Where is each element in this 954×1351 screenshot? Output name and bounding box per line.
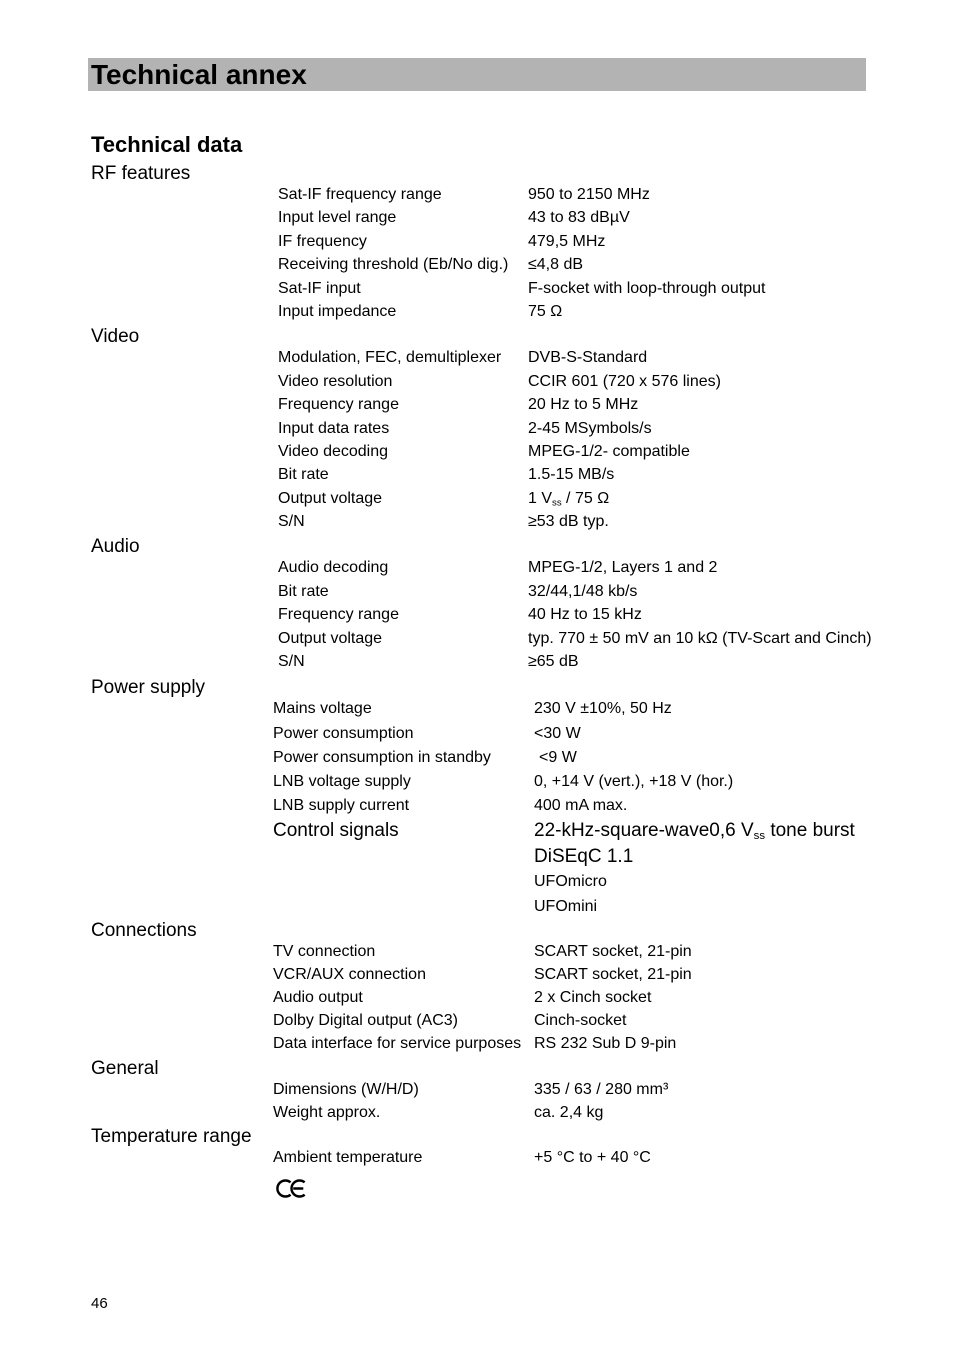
spec-row (0, 370, 954, 393)
page-number: 46 (91, 1295, 108, 1312)
spec-row (0, 1101, 954, 1124)
section-heading: Temperature range (91, 1126, 252, 1148)
spec-label: Audio output (273, 989, 363, 1007)
spec-value: 335 / 63 / 280 mm³ (534, 1080, 669, 1098)
spec-value: UFOmicro (534, 873, 607, 891)
spec-row (0, 440, 954, 463)
spec-label: Mains voltage (273, 700, 372, 718)
technical-data-heading: Technical data (91, 132, 243, 157)
spec-label: VCR/AUX connection (273, 965, 426, 983)
spec-row (0, 770, 954, 794)
title-bar (88, 58, 866, 91)
spec-value: 950 to 2150 MHz (528, 186, 650, 203)
value-text: / 75 Ω (561, 489, 610, 507)
value-text: 22-kHz-square-wave0,6 V (534, 820, 754, 842)
spec-row (0, 722, 954, 746)
ce-mark-c-stroke (277, 1181, 290, 1197)
unit-subscript: ss (753, 830, 766, 843)
spec-row (0, 627, 954, 650)
spec-label: Input data rates (278, 419, 390, 437)
spec-label: TV connection (273, 942, 376, 960)
spec-row (0, 183, 954, 206)
spec-value: typ. 770 ± 50 mV an 10 kΩ (TV-Scart and Cinch) (528, 629, 872, 647)
spec-row (0, 346, 954, 369)
spec-row (0, 794, 954, 818)
spec-value: 40 Hz to 15 kHz (528, 606, 642, 624)
spec-label: Input level range (278, 209, 397, 227)
spec-label: Video decoding (278, 442, 389, 460)
spec-section (0, 919, 954, 1056)
spec-value: SCART socket, 21-pin (534, 942, 692, 960)
spec-value: <9 W (539, 748, 577, 766)
spec-label: Power consumption in standby (273, 748, 491, 766)
unit-subscript: ss (552, 497, 562, 509)
spec-value: 75 Ω (528, 302, 563, 320)
spec-label: Audio decoding (278, 559, 389, 577)
spec-row (0, 463, 954, 486)
spec-row (0, 650, 954, 673)
spec-row (0, 1146, 954, 1169)
spec-value: ≥53 dB typ. (528, 513, 609, 531)
spec-value: ≤4,8 dB (528, 256, 584, 274)
spec-label: Output voltage (278, 629, 383, 647)
spec-value: RS 232 Sub D 9-pin (534, 1035, 677, 1053)
spec-value: MPEG-1/2, Layers 1 and 2 (528, 559, 718, 577)
page-title: Technical annex (91, 59, 307, 90)
spec-value: DiSEqC 1.1 (534, 846, 634, 868)
spec-value: 400 mA max. (534, 797, 628, 815)
spec-value: 2-45 MSymbols/s (528, 419, 652, 437)
spec-row (0, 1032, 954, 1055)
spec-row (0, 417, 954, 440)
spec-label: Data interface for service purposes (273, 1035, 522, 1053)
spec-row (0, 1078, 954, 1101)
spec-row (0, 253, 954, 276)
section-heading: RF features (91, 163, 191, 184)
spec-label: LNB voltage supply (273, 772, 411, 790)
spec-value: 0, +14 V (vert.), +18 V (hor.) (534, 772, 734, 790)
spec-row (0, 1009, 954, 1032)
spec-row (0, 277, 954, 300)
spec-row (0, 746, 954, 770)
spec-section (0, 328, 954, 533)
spec-section (0, 1128, 954, 1169)
spec-row (0, 963, 954, 986)
spec-label: IF frequency (278, 232, 367, 250)
spec-section (0, 538, 954, 673)
spec-label: Sat-IF frequency range (278, 186, 442, 203)
spec-label: Bit rate (278, 466, 329, 484)
spec-section (0, 679, 954, 918)
spec-value: 43 to 83 dBµV (528, 209, 630, 227)
spec-label: Input impedance (278, 302, 397, 320)
spec-value: DVB-S-Standard (528, 349, 648, 367)
spec-row (0, 230, 954, 253)
spec-value: SCART socket, 21-pin (534, 965, 692, 983)
spec-label: Dolby Digital output (AC3) (273, 1012, 458, 1030)
spec-value: 479,5 MHz (528, 232, 606, 250)
spec-value: 20 Hz to 5 MHz (528, 396, 639, 414)
spec-value (534, 818, 855, 843)
spec-value: Cinch-socket (534, 1012, 627, 1030)
value-text: tone burst (765, 820, 855, 842)
spec-label: Receiving threshold (Eb/No dig.) (278, 256, 509, 274)
section-heading: Video (91, 326, 140, 348)
ce-mark-e-stroke (292, 1181, 305, 1197)
spec-value: <30 W (534, 724, 581, 742)
spec-value: 1.5-15 MB/s (528, 466, 615, 484)
section-heading: Connections (91, 919, 197, 941)
spec-row (0, 818, 954, 843)
spec-value: ≥65 dB (528, 653, 579, 671)
spec-row (0, 697, 954, 721)
spec-row (0, 603, 954, 626)
spec-value (528, 487, 609, 510)
spec-section (0, 165, 954, 323)
spec-label: Weight approx. (273, 1103, 381, 1121)
spec-value: 2 x Cinch socket (534, 989, 652, 1007)
spec-label: Video resolution (278, 372, 393, 390)
section-heading: Audio (91, 536, 140, 558)
spec-row (0, 487, 954, 510)
spec-section (0, 1057, 954, 1124)
spec-label: Power consumption (273, 724, 414, 742)
spec-row (0, 843, 954, 870)
spec-label: S/N (278, 513, 305, 531)
spec-value: MPEG-1/2- compatible (528, 442, 690, 460)
spec-value: F-socket with loop-through output (528, 279, 766, 297)
spec-value: UFOmini (534, 897, 598, 915)
spec-label: LNB supply current (273, 797, 410, 815)
spec-label: Modulation, FEC, demultiplexer (278, 349, 502, 367)
spec-row (0, 580, 954, 603)
spec-row (0, 300, 954, 323)
spec-label: Sat-IF input (278, 279, 361, 297)
spec-value: +5 °C to + 40 °C (534, 1149, 651, 1167)
ce-mark-icon (276, 1177, 308, 1200)
spec-label: Frequency range (278, 396, 399, 414)
spec-row (0, 393, 954, 416)
spec-row (0, 206, 954, 229)
spec-value: CCIR 601 (720 x 576 lines) (528, 372, 721, 390)
spec-label: S/N (278, 653, 305, 671)
section-heading: General (91, 1057, 159, 1079)
spec-row (0, 556, 954, 579)
spec-row (0, 870, 954, 894)
spec-row (0, 510, 954, 533)
spec-label: Output voltage (278, 489, 383, 507)
spec-value: 32/44,1/48 kb/s (528, 582, 638, 600)
section-heading: Power supply (91, 677, 206, 699)
spec-row (0, 940, 954, 963)
spec-label: Bit rate (278, 582, 329, 600)
spec-label: Dimensions (W/H/D) (273, 1080, 419, 1098)
spec-label: Ambient temperature (273, 1149, 423, 1167)
spec-label: Control signals (273, 820, 399, 842)
spec-list (0, 158, 954, 1169)
spec-row (0, 895, 954, 919)
spec-value: 230 V ±10%, 50 Hz (534, 700, 672, 718)
value-text: 1 V (528, 489, 553, 507)
spec-label: Frequency range (278, 606, 399, 624)
spec-row (0, 986, 954, 1009)
spec-value: ca. 2,4 kg (534, 1103, 604, 1121)
